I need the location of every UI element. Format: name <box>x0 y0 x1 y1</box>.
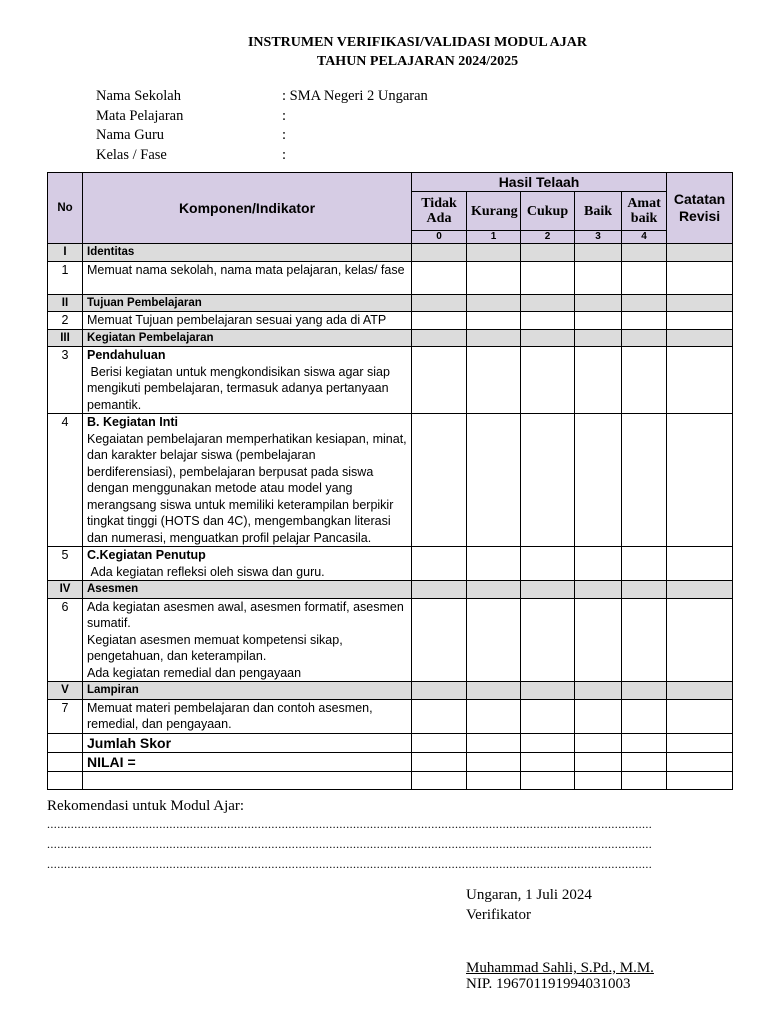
item-number: 6 <box>48 598 83 682</box>
table-row <box>48 414 733 547</box>
header-score-label: Amat baik <box>622 192 667 231</box>
info-label: Nama Guru <box>96 127 165 143</box>
item-cell <box>83 414 412 547</box>
section-number: V <box>48 682 83 700</box>
item-text: Kegaiatan pembelajaran memperhatikan kesiapan, minat, dan karakter belajar siswa (pembelajaran berdiferensiasi), pembelajaran berpusat pada siswa dengan menggunakan metode atau model yang merangsang siswa untuk memiliki keterampilan berpikir tingkat tinggi (HOTS dan 4C), mengembangkan literasi dan numerasi, menguatkan profil pelajar Pancasila. <box>87 431 407 545</box>
header-komponen: Komponen/Indikator <box>83 173 412 244</box>
item-cell <box>83 547 412 581</box>
section-title: Kegiatan Pembelajaran <box>83 329 412 347</box>
info-label: Mata Pelajaran <box>96 107 184 124</box>
table-row <box>48 598 733 682</box>
item-text: Memuat nama sekolah, nama mata pelajaran, kelas/ fase <box>83 261 412 294</box>
section-row <box>48 682 733 700</box>
item-text: Memuat Tujuan pembelajaran sesuai yang ada di ATP <box>83 312 412 330</box>
document-title: INSTRUMEN VERIFIKASI/VALIDASI MODUL AJAR <box>247 35 588 50</box>
item-text: Memuat materi pembelajaran dan contoh asesmen, remedial, dan pengayaan. <box>83 699 412 733</box>
item-text: Ada kegiatan refleksi oleh siswa dan guru. <box>87 564 325 579</box>
section-title: Tujuan Pembelajaran <box>83 294 412 312</box>
info-row-guru <box>96 126 428 146</box>
rekomendasi-line: .................................................................................................................................................................................. <box>47 857 653 871</box>
section-row <box>48 581 733 599</box>
section-number: III <box>48 329 83 347</box>
table-row <box>48 312 733 330</box>
section-number: I <box>48 244 83 262</box>
table-row <box>48 347 733 414</box>
empty-row <box>48 771 733 789</box>
section-row <box>48 329 733 347</box>
section-number: II <box>48 294 83 312</box>
signature-place-date: Ungaran, 1 Juli 2024 <box>466 887 592 903</box>
item-text: Ada kegiatan asesmen awal, asesmen formatif, asesmen sumatif. Kegiatan asesmen memuat kompetensi sikap, pengetahuan, dan keterampilan. Ada kegiatan remedial dan pengayaan <box>83 598 412 682</box>
item-number: 7 <box>48 699 83 733</box>
header-score-value: 0 <box>412 231 467 244</box>
table-row <box>48 261 733 294</box>
item-number: 4 <box>48 414 83 547</box>
rekomendasi-line: .................................................................................................................................................................................. <box>47 817 653 831</box>
info-label: Nama Sekolah <box>96 88 181 104</box>
section-title: Asesmen <box>83 581 412 599</box>
item-text: Berisi kegiatan untuk mengkondisikan siswa agar siap mengikuti pembelajaran, termasuk adanya pertanyaan pemantik. <box>87 364 394 412</box>
nilai-label: NILAI = <box>83 752 412 771</box>
document-subtitle: TAHUN PELAJARAN 2024/2025 <box>316 54 519 69</box>
instrument-table <box>47 172 733 790</box>
section-title: Lampiran <box>83 682 412 700</box>
item-number: 2 <box>48 312 83 330</box>
info-label: Kelas / Fase <box>96 146 167 163</box>
info-value: : <box>282 107 287 124</box>
header-score-value: 2 <box>521 231 575 244</box>
item-heading: Pendahuluan <box>87 348 166 362</box>
signature-nip: NIP. 196701191994031003 <box>466 976 631 992</box>
jumlah-skor-label: Jumlah Skor <box>83 733 412 752</box>
header-score-label: Kurang <box>467 192 521 231</box>
item-number: 3 <box>48 347 83 414</box>
header-score-value: 3 <box>575 231 622 244</box>
header-score-label: Baik <box>575 192 622 231</box>
item-heading: B. Kegiatan Inti <box>87 415 178 429</box>
signature-role: Verifikator <box>466 907 531 923</box>
header-hasil-telaah: Hasil Telaah <box>412 173 667 192</box>
header-catatan-revisi: Catatan Revisi <box>667 173 733 244</box>
info-value: : SMA Negeri 2 Ungaran <box>282 88 428 104</box>
info-row-mapel <box>96 107 428 127</box>
header-score-label: Cukup <box>521 192 575 231</box>
section-row <box>48 244 733 262</box>
info-block <box>96 87 428 165</box>
rekomendasi-line: .................................................................................................................................................................................. <box>47 837 653 851</box>
section-row <box>48 294 733 312</box>
section-title: Identitas <box>83 244 412 262</box>
info-row-sekolah <box>96 87 428 107</box>
jumlah-skor-row <box>48 733 733 752</box>
info-value: : <box>282 127 287 143</box>
nilai-row <box>48 752 733 771</box>
item-cell <box>83 347 412 414</box>
table-row <box>48 547 733 581</box>
header-no: No <box>48 173 83 244</box>
signature-name: Muhammad Sahli, S.Pd., M.M. <box>466 960 654 976</box>
table-row <box>48 699 733 733</box>
item-heading: C.Kegiatan Penutup <box>87 548 206 562</box>
item-number: 1 <box>48 261 83 294</box>
item-number: 5 <box>48 547 83 581</box>
header-score-value: 4 <box>622 231 667 244</box>
info-row-kelas <box>96 146 428 166</box>
header-score-label: Tidak Ada <box>412 192 467 231</box>
section-number: IV <box>48 581 83 599</box>
info-value: : <box>282 146 287 163</box>
rekomendasi-label: Rekomendasi untuk Modul Ajar: <box>47 798 245 814</box>
header-score-value: 1 <box>467 231 521 244</box>
